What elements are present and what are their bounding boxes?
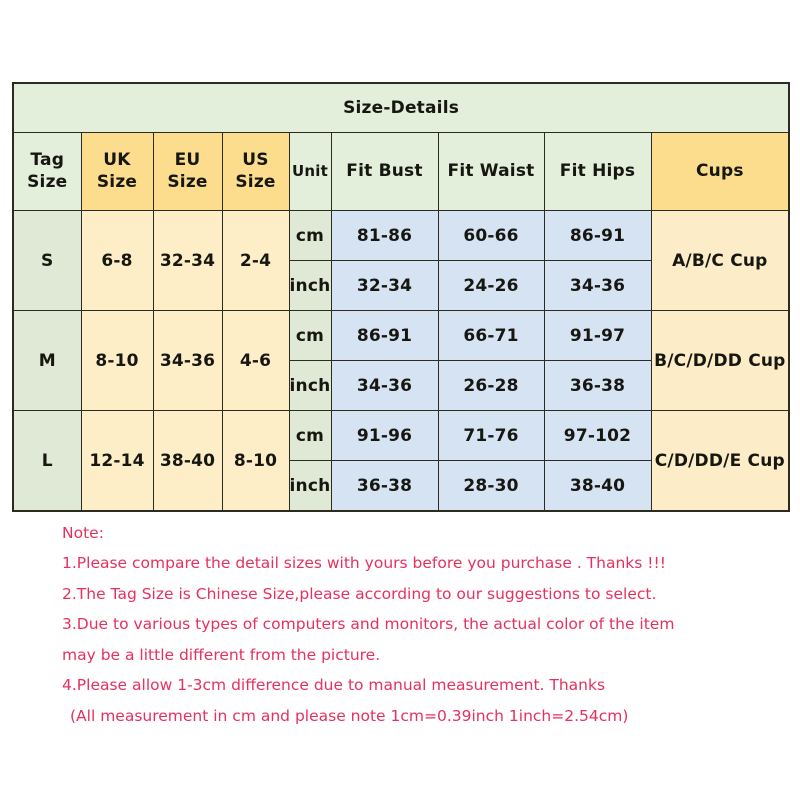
header-uk-size-line2: Size xyxy=(96,171,138,192)
header-fit-hips: Fit Hips xyxy=(544,133,651,211)
header-eu-size xyxy=(153,133,222,211)
cell-fit-bust-inch: 32-34 xyxy=(331,261,438,311)
cell-cups: C/D/DD/E Cup xyxy=(651,411,789,512)
cell-fit-bust-cm: 86-91 xyxy=(331,311,438,361)
table-row xyxy=(13,211,789,261)
cell-fit-bust-cm: 81-86 xyxy=(331,211,438,261)
note-line-3-cont: may be a little different from the picture. xyxy=(62,645,381,664)
header-uk-size xyxy=(81,133,153,211)
header-us-size-line2: Size xyxy=(235,171,276,192)
header-cups: Cups xyxy=(651,133,789,211)
header-us-size xyxy=(222,133,289,211)
cell-uk-size: 6-8 xyxy=(81,211,153,311)
cell-fit-waist-inch: 24-26 xyxy=(438,261,544,311)
cell-cups: B/C/D/DD Cup xyxy=(651,311,789,411)
cell-uk-size: 8-10 xyxy=(81,311,153,411)
note-line-1: 1.Please compare the detail sizes with yours before you purchase . Thanks !!! xyxy=(62,554,666,572)
note-line-2: 2.The Tag Size is Chinese Size,please according to our suggestions to select. xyxy=(62,584,657,603)
notes-heading: Note: xyxy=(62,524,104,542)
note-line-3: 3.Due to various types of computers and monitors, the actual color of the item xyxy=(62,615,675,633)
header-tag-size xyxy=(13,133,81,211)
table-row xyxy=(13,311,789,361)
cell-unit-cm: cm xyxy=(289,311,331,361)
cell-fit-waist-cm: 71-76 xyxy=(438,411,544,461)
cell-fit-bust-inch: 34-36 xyxy=(331,361,438,411)
header-uk-size-line1: UK xyxy=(103,150,131,171)
cell-fit-hips-inch: 38-40 xyxy=(544,461,651,512)
cell-fit-hips-cm: 91-97 xyxy=(544,311,651,361)
cell-unit-cm: cm xyxy=(289,211,331,261)
cell-fit-hips-inch: 34-36 xyxy=(544,261,651,311)
size-details-table xyxy=(12,82,790,512)
cell-unit-cm: cm xyxy=(289,411,331,461)
cell-fit-hips-inch: 36-38 xyxy=(544,361,651,411)
cell-eu-size: 38-40 xyxy=(153,411,222,512)
cell-us-size: 2-4 xyxy=(222,211,289,311)
header-us-size-line1: US xyxy=(242,150,269,171)
cell-unit-inch: inch xyxy=(289,261,331,311)
cell-uk-size: 12-14 xyxy=(81,411,153,512)
table-title-row xyxy=(13,83,789,133)
cell-eu-size: 32-34 xyxy=(153,211,222,311)
cell-us-size: 8-10 xyxy=(222,411,289,512)
cell-tag-size: S xyxy=(13,211,81,311)
header-tag-size-line1: Tag xyxy=(30,150,65,171)
cell-fit-bust-inch: 36-38 xyxy=(331,461,438,512)
header-fit-waist: Fit Waist xyxy=(438,133,544,211)
cell-fit-waist-cm: 66-71 xyxy=(438,311,544,361)
cell-fit-hips-cm: 97-102 xyxy=(544,411,651,461)
table-row xyxy=(13,411,789,461)
cell-cups: A/B/C Cup xyxy=(651,211,789,311)
header-fit-bust: Fit Bust xyxy=(331,133,438,211)
cell-tag-size: M xyxy=(13,311,81,411)
header-unit: Unit xyxy=(289,133,331,211)
notes-section xyxy=(0,518,800,731)
header-eu-size-line1: EU xyxy=(174,150,201,171)
cell-fit-bust-cm: 91-96 xyxy=(331,411,438,461)
cell-fit-hips-cm: 86-91 xyxy=(544,211,651,261)
cell-fit-waist-cm: 60-66 xyxy=(438,211,544,261)
cell-unit-inch: inch xyxy=(289,461,331,512)
header-eu-size-line2: Size xyxy=(167,171,208,192)
header-tag-size-line2: Size xyxy=(27,171,68,192)
table-header-row xyxy=(13,133,789,211)
cell-eu-size: 34-36 xyxy=(153,311,222,411)
cell-tag-size: L xyxy=(13,411,81,512)
cell-fit-waist-inch: 26-28 xyxy=(438,361,544,411)
note-line-4: 4.Please allow 1-3cm difference due to manual measurement. Thanks xyxy=(62,676,606,694)
cell-us-size: 4-6 xyxy=(222,311,289,411)
table-title: Size-Details xyxy=(13,83,789,133)
note-line-4-cont: (All measurement in cm and please note 1cm=0.39inch 1inch=2.54cm) xyxy=(70,706,629,725)
cell-unit-inch: inch xyxy=(289,361,331,411)
cell-fit-waist-inch: 28-30 xyxy=(438,461,544,512)
